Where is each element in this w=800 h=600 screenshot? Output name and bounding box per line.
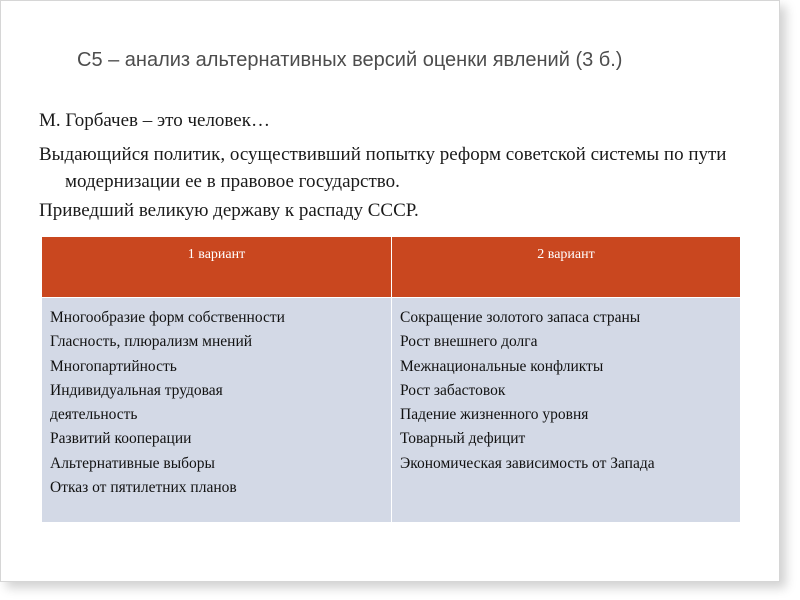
paragraph-heading: М. Горбачев – это человек…: [39, 110, 270, 131]
list-item: Многообразие форм собственности: [50, 309, 285, 326]
list-item: Сокращение золотого запаса страны: [400, 309, 641, 326]
paragraph-version-two: Приведший великую державу к распаду СССР.: [39, 200, 419, 221]
table-cell-variant-1: [42, 298, 391, 522]
comparison-table: [41, 236, 741, 523]
slide-title: С5 – анализ альтернативных версий оценки явлений (3 б.): [77, 49, 623, 71]
table-header-variant-2: 2 вариант: [392, 237, 740, 297]
list-item: Развитий кооперации: [50, 430, 192, 448]
list-item: Рост забастовок: [400, 381, 506, 399]
paragraph-version-one: Выдающийся политик, осуществивший попытку реформ советской системы по пути модернизации ее в правовое государство.: [39, 144, 727, 192]
list-item: деятельность: [50, 406, 138, 424]
list-item: Многопартийность: [50, 357, 177, 375]
table-cell-variant-2: [392, 298, 740, 522]
list-item: Рост внешнего долга: [400, 333, 538, 351]
list-item: Экономическая зависимость от Запада: [400, 454, 655, 472]
list-item: Гласность, плюрализм мнений: [50, 333, 253, 351]
list-item: Падение жизненного уровня: [400, 406, 589, 424]
list-item: Индивидуальная трудовая: [50, 381, 223, 399]
list-item: Отказ от пятилетних планов: [50, 479, 237, 497]
list-item: Товарный дефицит: [400, 430, 526, 448]
list-item: Альтернативные выборы: [50, 454, 215, 472]
table-header-variant-1: 1 вариант: [42, 237, 391, 297]
list-item: Межнациональные конфликты: [400, 357, 604, 375]
